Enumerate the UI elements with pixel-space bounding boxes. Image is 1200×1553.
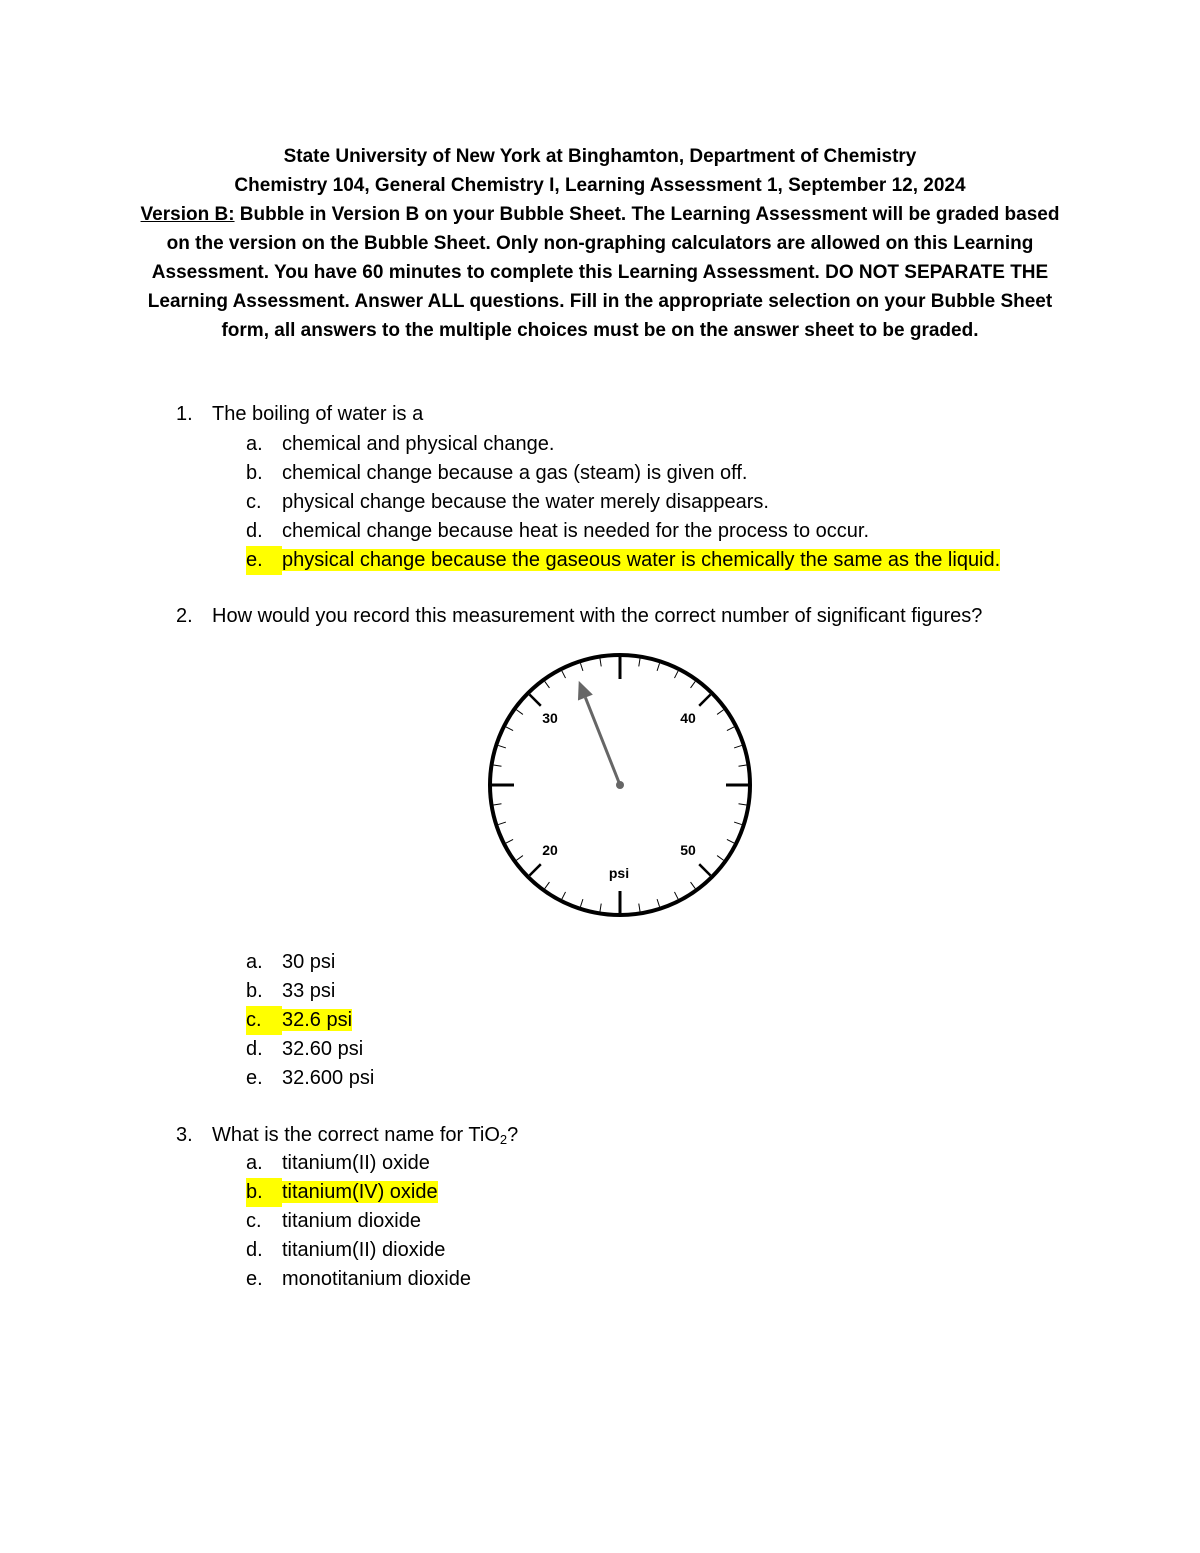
option-text: monotitanium dioxide [282, 1268, 471, 1290]
option-letter: d. [246, 1239, 263, 1261]
q2-option-e[interactable] [246, 1064, 374, 1093]
gauge-tick [580, 899, 582, 907]
gauge-tick [529, 694, 540, 705]
gauge-tick [657, 899, 659, 907]
q2-option-a[interactable] [246, 948, 374, 977]
q1-option-a[interactable] [246, 430, 1000, 459]
option-text: physical change because the gaseous water is chemically the same as the liquid. [282, 549, 1001, 571]
gauge-label-50: 50 [680, 842, 696, 858]
option-text: 33 psi [282, 980, 336, 1002]
q1-option-d[interactable] [246, 517, 1000, 546]
option-text: chemical change because a gas (steam) is given off. [282, 462, 748, 484]
gauge-tick [506, 839, 513, 843]
version-label: Version B: [140, 204, 235, 225]
q2-option-d[interactable] [246, 1035, 374, 1064]
gauge-tick [562, 892, 566, 899]
q3-option-c[interactable] [246, 1207, 471, 1236]
gauge-tick [494, 804, 502, 805]
question-3-number: 3. [176, 1124, 193, 1146]
gauge-tick [516, 710, 522, 715]
q3-option-e[interactable] [246, 1265, 471, 1294]
question-2 [176, 602, 982, 631]
header-line-2: Chemistry 104, General Chemistry I, Learning Assessment 1, September 12, 2024 [234, 175, 966, 196]
option-letter: b. [246, 462, 263, 484]
gauge-needle [578, 681, 620, 785]
option-letter: e. [246, 1268, 263, 1290]
gauge-tick [639, 659, 640, 667]
assessment-header [130, 142, 1070, 345]
option-letter: a. [246, 433, 263, 455]
option-text: titanium dioxide [282, 1210, 421, 1232]
option-letter: c. [246, 1210, 262, 1232]
gauge-tick [498, 745, 506, 747]
gauge-center-pivot [616, 781, 624, 789]
option-text: 30 psi [282, 951, 336, 973]
gauge-tick [727, 839, 734, 843]
question-2-text: How would you record this measurement with the correct number of significant figures? [212, 605, 983, 627]
option-text: titanium(II) dioxide [282, 1239, 446, 1261]
option-text: titanium(II) oxide [282, 1152, 430, 1174]
option-letter: a. [246, 1152, 263, 1174]
question-1-number: 1. [176, 403, 193, 425]
option-letter: c. [246, 1006, 282, 1035]
header-line-1: State University of New York at Binghamton, Department of Chemistry [283, 146, 917, 167]
gauge-tick [739, 804, 747, 805]
gauge-tick [674, 892, 678, 899]
gauge-tick [739, 765, 747, 766]
option-text: 32.60 psi [282, 1038, 364, 1060]
gauge-unit-label: psi [608, 865, 630, 881]
q1-option-b[interactable] [246, 459, 1000, 488]
gauge-tick [657, 663, 659, 671]
gauge-tick [498, 822, 506, 824]
option-letter: b. [246, 980, 263, 1002]
gauge-tick [691, 882, 696, 888]
option-letter: a. [246, 951, 263, 973]
option-text: titanium(IV) oxide [282, 1181, 438, 1203]
question-2-number: 2. [176, 605, 193, 627]
gauge-tick [545, 681, 550, 687]
gauge-tick [717, 856, 723, 861]
gauge-tick [717, 710, 723, 715]
gauge-tick [580, 663, 582, 671]
option-letter: d. [246, 520, 263, 542]
gauge-tick [674, 671, 678, 678]
option-text: chemical and physical change. [282, 433, 555, 455]
header-instructions-block [130, 200, 1070, 345]
option-text: chemical change because heat is needed for the process to occur. [282, 520, 870, 542]
question-3-options [246, 1149, 471, 1294]
question-1-options [246, 430, 1000, 575]
gauge-needle-arrowhead [578, 681, 593, 701]
formula-subscript: 2 [499, 1132, 508, 1147]
gauge-tick [506, 727, 513, 731]
instructions-text: Bubble in Version B on your Bubble Sheet. The Learning Assessment will be graded based on the version on the Bubble Sheet. Only non-graphing calculators are allowed on this Learning Assessment. You have 60 minutes to complete this Learning Assessment. DO NOT SEPARATE THE Learning Assessment. Answer ALL questions. Fill in the appropriate selection on your Bubble Sheet form, all answers to the multiple choices must be on the answer sheet to be graded. [147, 204, 1060, 341]
gauge-tick [600, 659, 601, 667]
gauge-tick [699, 864, 710, 875]
q2-option-c-highlighted[interactable] [246, 1006, 374, 1035]
gauge-tick [691, 681, 696, 687]
option-letter: d. [246, 1038, 263, 1060]
gauge-tick [600, 904, 601, 912]
question-2-options [246, 948, 374, 1093]
q2-option-b[interactable] [246, 977, 374, 1006]
question-3-text-end: ? [507, 1124, 519, 1146]
pressure-gauge [480, 645, 760, 925]
option-letter: e. [246, 1067, 263, 1089]
question-1-text: The boiling of water is a [212, 403, 424, 425]
question-1 [176, 400, 423, 429]
gauge-needle-shaft [585, 698, 620, 785]
question-3 [176, 1121, 518, 1150]
gauge-tick [529, 864, 540, 875]
q1-option-c[interactable] [246, 488, 1000, 517]
gauge-tick [734, 822, 742, 824]
gauge-tick [734, 745, 742, 747]
q1-option-e-highlighted[interactable] [246, 546, 1000, 575]
gauge-tick [516, 856, 522, 861]
gauge-label-20: 20 [542, 842, 558, 858]
gauge-tick [545, 882, 550, 888]
question-3-text: What is the correct name for TiO [212, 1124, 500, 1146]
option-letter: e. [246, 546, 282, 575]
q3-option-a[interactable] [246, 1149, 471, 1178]
gauge-tick [699, 694, 710, 705]
gauge-tick [494, 765, 502, 766]
q3-option-d[interactable] [246, 1236, 471, 1265]
gauge-tick [562, 671, 566, 678]
option-letter: c. [246, 491, 262, 513]
option-text: 32.600 psi [282, 1067, 375, 1089]
q3-option-b-highlighted[interactable] [246, 1178, 471, 1207]
option-text: physical change because the water merely disappears. [282, 491, 769, 513]
option-text: 32.6 psi [282, 1009, 353, 1031]
gauge-tick [727, 727, 734, 731]
gauge-label-30: 30 [542, 710, 558, 726]
option-letter: b. [246, 1178, 282, 1207]
gauge-tick [639, 904, 640, 912]
gauge-label-40: 40 [680, 710, 696, 726]
